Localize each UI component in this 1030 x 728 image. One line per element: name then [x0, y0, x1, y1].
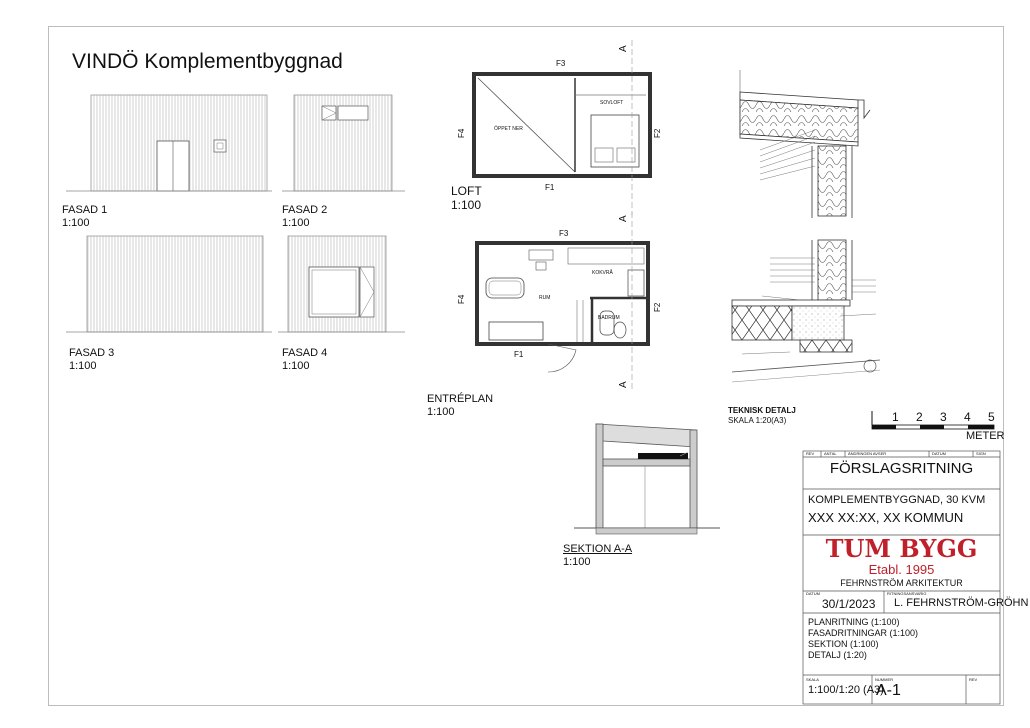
- loft-room-sleeping: SOVLOFT: [600, 100, 624, 106]
- company-logo: TUM BYGG: [825, 534, 978, 563]
- scale-tick-4: 4: [964, 410, 971, 424]
- entre-marker-f4: F4: [457, 294, 466, 304]
- scale-bar-graphic: [872, 411, 994, 429]
- entreplan-drawing: [477, 212, 648, 390]
- facade-3-drawing: [66, 236, 272, 332]
- facade-4-label: [282, 347, 327, 373]
- number-value: A-1: [876, 682, 901, 699]
- contents-list: [808, 617, 918, 661]
- facade-2-label: [282, 204, 327, 230]
- contents-item: FASADRITNINGAR (1:100): [808, 628, 919, 638]
- section-label: [563, 543, 632, 569]
- entre-marker-f3: F3: [559, 229, 569, 238]
- facade-1-scale: 1:100: [62, 217, 90, 229]
- entre-marker-f2: F2: [653, 302, 662, 312]
- rev-header-rev: REV: [806, 451, 815, 456]
- facade-3-name: FASAD 3: [69, 347, 115, 359]
- entre-marker-a: A: [618, 381, 629, 388]
- facade-3-scale: 1:100: [69, 360, 97, 372]
- project-location: XXX XX:XX, XX KOMMUN: [808, 510, 964, 525]
- scale-tick-1: 1: [892, 410, 899, 424]
- facade-3-label: [69, 347, 114, 373]
- detail-scale: SKALA 1:20(A3): [728, 416, 787, 425]
- loft-marker-f3: F3: [556, 59, 566, 68]
- loft-name: LOFT: [451, 184, 482, 198]
- facade-2-scale: 1:100: [282, 217, 310, 229]
- facade-4-name: FASAD 4: [282, 347, 328, 359]
- rev-header-sign: SIGN: [976, 451, 986, 456]
- loft-label: [451, 184, 482, 212]
- loft-marker-f2: F2: [653, 128, 662, 138]
- number-label: NUMMER: [875, 677, 893, 682]
- section-scale: 1:100: [563, 556, 591, 568]
- responsible-value: L. FEHRNSTRÖM-GRÖHN: [894, 597, 1029, 609]
- facade-2-drawing: [282, 95, 405, 191]
- loft-marker-a-bottom: A: [618, 215, 629, 222]
- section-aa-drawing: [574, 424, 720, 534]
- facade-1-label: [62, 204, 107, 230]
- facade-4-scale: 1:100: [282, 360, 310, 372]
- rev-header-date: DATUM: [932, 451, 946, 456]
- entreplan-scale: 1:100: [427, 406, 455, 418]
- date-label: DATUM: [806, 591, 820, 596]
- contents-item: PLANRITNING (1:100): [808, 617, 900, 627]
- detail-name: TEKNISK DETALJ: [728, 406, 796, 415]
- loft-room-open: ÖPPET NER: [494, 126, 523, 132]
- company-established: Etabl. 1995: [868, 562, 935, 577]
- entreplan-name: ENTRÉPLAN: [427, 393, 494, 405]
- project-name: KOMPLEMENTBYGGNAD, 30 KVM: [808, 494, 986, 506]
- scale-label: SKALA: [806, 677, 819, 682]
- entre-room-kitchen: KOKVRÅ: [592, 270, 613, 276]
- scale-value: 1:100/1:20 (A3): [808, 684, 884, 696]
- facade-1-name: FASAD 1: [62, 204, 108, 216]
- loft-marker-f4: F4: [457, 128, 466, 138]
- section-name: SEKTION A-A: [563, 543, 633, 555]
- scale-tick-2: 2: [916, 410, 923, 424]
- contents-item: DETALJ (1:20): [808, 650, 867, 660]
- date-value: 30/1/2023: [822, 597, 876, 611]
- facade-1-drawing: [66, 95, 272, 191]
- scale-tick-5: 5: [988, 410, 995, 424]
- loft-scale: 1:100: [451, 198, 482, 212]
- contents-item: SEKTION (1:100): [808, 639, 879, 649]
- detail-label: [728, 406, 796, 426]
- loft-marker-a-top: A: [618, 45, 629, 52]
- architect-name: FEHRNSTRÖM ARKITEKTUR: [840, 578, 963, 588]
- entre-room-bathroom: BADRUM: [598, 315, 620, 321]
- entre-marker-f1: F1: [514, 350, 524, 359]
- rev-header-count: ANTAL: [824, 451, 837, 456]
- technical-detail-drawing: [732, 70, 880, 382]
- sheet-title: VINDÖ Komplementbyggnad: [72, 50, 343, 73]
- facade-4-drawing: [278, 236, 405, 332]
- scale-unit: METER: [966, 430, 1005, 442]
- entreplan-label: [427, 393, 493, 419]
- scale-tick-3: 3: [940, 410, 947, 424]
- rev-label: REV: [969, 677, 978, 682]
- responsible-label: RITNINGSANSVARIG: [887, 591, 927, 596]
- rev-header-change: ÄNDRINGEN AVSER: [848, 451, 887, 456]
- entre-room-main: RUM: [539, 295, 551, 301]
- loft-marker-f1: F1: [545, 183, 555, 192]
- facade-2-name: FASAD 2: [282, 204, 328, 216]
- drawing-type: FÖRSLAGSRITNING: [829, 460, 974, 477]
